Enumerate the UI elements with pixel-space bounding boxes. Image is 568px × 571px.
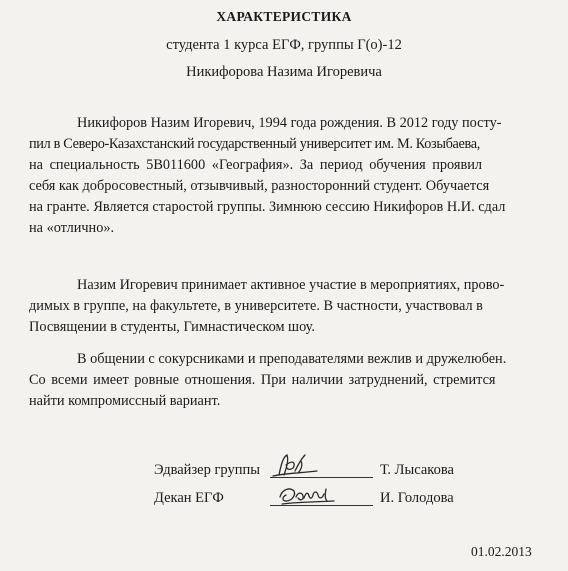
paragraph-line: на специальность 5B011600 «География». За период обучения проявил — [29, 157, 483, 173]
paragraph-line: Назим Игоревич принимает активное участие в мероприятиях, прово- — [77, 277, 505, 293]
paragraph-line: на «отлично». — [29, 220, 115, 236]
paragraph-line: Посвящении в студенты, Гимнастическом шоу. — [29, 319, 315, 335]
signatory-name: Т. Лысакова — [380, 462, 454, 478]
paragraph-activities — [29, 275, 539, 338]
paragraph-biography — [29, 113, 539, 239]
document-subtitle: студента 1 курса ЕГФ, группы Г(о)-12 — [166, 37, 402, 53]
paragraph-relations — [29, 349, 539, 412]
signature-role: Эдвайзер группы — [154, 462, 260, 478]
student-name: Никифорова Назима Игоревича — [186, 64, 382, 80]
document-title: ХАРАКТЕРИСТИКА — [216, 9, 352, 24]
signatory-name: И. Голодова — [380, 490, 454, 506]
paragraph-line: В общении с сокурсниками и преподавателями вежлив и дружелюбен. — [77, 351, 507, 367]
signature-role: Декан ЕГФ — [154, 490, 224, 506]
paragraph-line: димых в группе, на факультете, в университете. В частности, участвовал в — [29, 298, 483, 314]
paragraph-line: найти компромиссный вариант. — [29, 393, 221, 409]
paragraph-line: пил в Северо-Казахстанский государственный университет им. М. Козыбаева, — [29, 136, 480, 152]
paragraph-line: себя как добросовестный, отзывчивый, разносторонний студент. Обучается — [29, 178, 490, 194]
paragraph-line: Никифоров Назим Игоревич, 1994 года рождения. В 2012 году посту- — [77, 115, 502, 131]
document-date: 01.02.2013 — [471, 544, 532, 559]
handwritten-signature-dean — [272, 477, 342, 509]
paragraph-line: Со всеми имеет ровные отношения. При наличии затруднений, стремится — [29, 372, 496, 388]
paragraph-line: на гранте. Является старостой группы. Зимнюю сессию Никифоров Н.И. сдал — [29, 199, 506, 215]
